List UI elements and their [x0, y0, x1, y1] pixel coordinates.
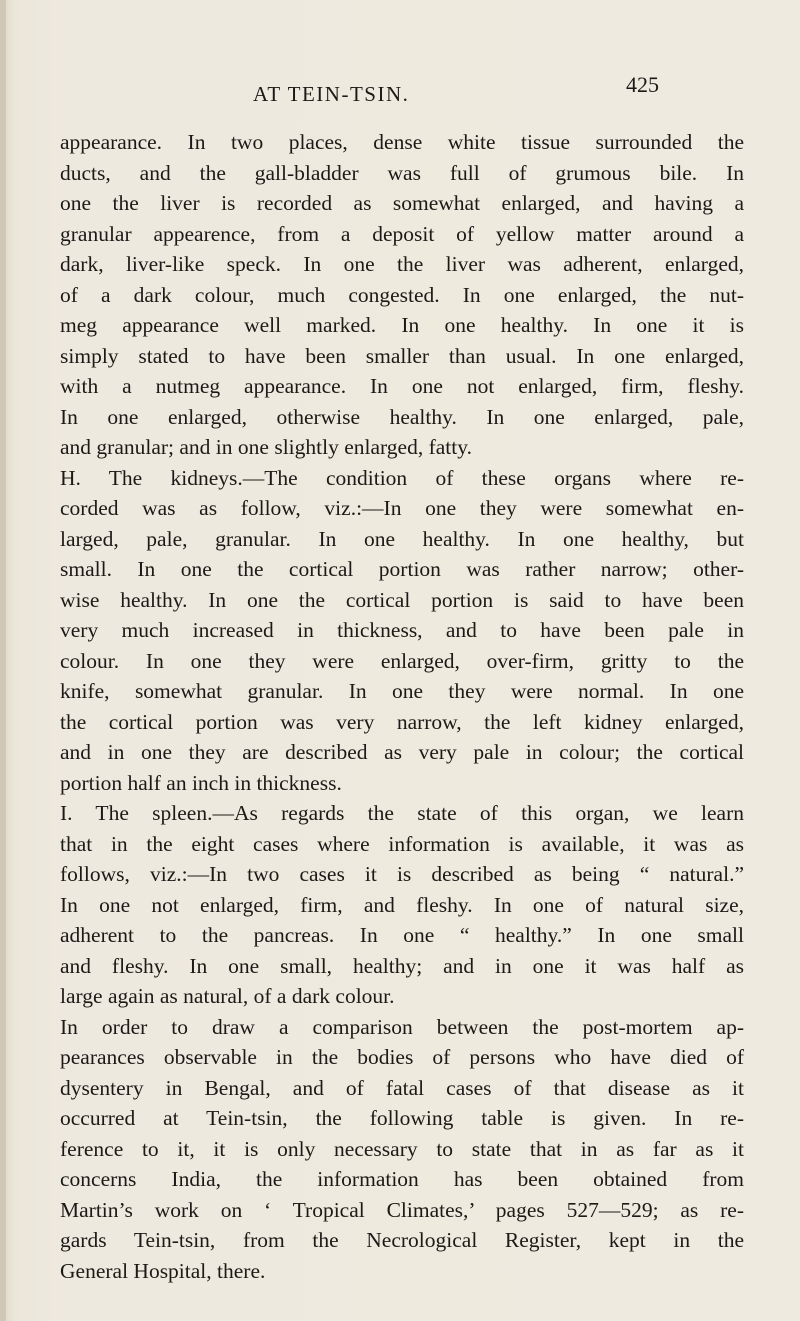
text-line: portion half an inch in thickness.	[60, 770, 342, 795]
text-line: In order to draw a comparison between the post-mortem ap-	[60, 1014, 744, 1039]
text-line: corded was as follow, viz.:—In one they were somewhat en-	[60, 496, 744, 520]
text-line: ference to it, it is only necessary to state that in as far as it	[60, 1136, 744, 1161]
text-line: pearances observable in the bodies of persons who have died of	[60, 1045, 744, 1069]
text-line: gards Tein-tsin, from the Necrological Register, kept in the	[60, 1228, 744, 1252]
text-line: wise healthy. In one the cortical portion is said to have been	[60, 587, 744, 612]
text-line: adherent to the pancreas. In one “ healthy.” In one small	[60, 923, 744, 947]
text-line: concerns India, the information has been obtained from	[60, 1167, 744, 1191]
section-heading-kidneys: H. The kidneys.—The condition of these organs where re-	[60, 465, 744, 490]
text-line: granular appearence, from a deposit of yellow matter around a	[60, 221, 744, 246]
page-number: 425	[626, 72, 659, 97]
body-text	[60, 127, 744, 1286]
page-gutter-edge	[0, 0, 6, 1321]
text-line: large again as natural, of a dark colour.	[60, 984, 395, 1008]
running-head: AT TEIN-TSIN.	[253, 82, 410, 106]
text-line: larged, pale, granular. In one healthy. In one healthy, but	[60, 526, 744, 551]
text-line: dysentery in Bengal, and of fatal cases of that disease as it	[60, 1075, 744, 1100]
text-line: Martin’s work on ‘ Tropical Climates,’ pages 527—529; as re-	[60, 1197, 744, 1222]
page-header	[253, 72, 693, 112]
text-line: simply stated to have been smaller than usual. In one enlarged,	[60, 343, 744, 368]
text-line: In one not enlarged, firm, and fleshy. In one of natural size,	[60, 892, 744, 917]
text-line: General Hospital, there.	[60, 1258, 266, 1283]
text-line: knife, somewhat granular. In one they were normal. In one	[60, 679, 744, 703]
text-line: of a dark colour, much congested. In one enlarged, the nut-	[60, 282, 744, 307]
text-line: dark, liver-like speck. In one the liver was adherent, enlarged,	[60, 252, 744, 276]
text-line: and fleshy. In one small, healthy; and in one it was half as	[60, 953, 744, 978]
text-line: ducts, and the gall-bladder was full of grumous bile. In	[60, 160, 744, 185]
text-line: occurred at Tein-tsin, the following table is given. In re-	[60, 1106, 744, 1130]
text-line: that in the eight cases where information is available, it was as	[60, 831, 744, 856]
text-line: appearance. In two places, dense white tissue surrounded the	[60, 130, 744, 154]
text-line: small. In one the cortical portion was rather narrow; other-	[60, 557, 744, 581]
text-line: In one enlarged, otherwise healthy. In one enlarged, pale,	[60, 404, 744, 429]
text-line: meg appearance well marked. In one healthy. In one it is	[60, 313, 744, 337]
text-line: with a nutmeg appearance. In one not enlarged, firm, fleshy.	[60, 374, 744, 398]
text-line: the cortical portion was very narrow, the left kidney enlarged,	[60, 709, 744, 734]
text-line: colour. In one they were enlarged, over-firm, gritty to the	[60, 648, 744, 673]
text-line: follows, viz.:—In two cases it is described as being “ natural.”	[60, 862, 744, 886]
section-heading-spleen: I. The spleen.—As regards the state of this organ, we learn	[60, 801, 744, 825]
text-line: very much increased in thickness, and to have been pale in	[60, 618, 744, 642]
text-line: and in one they are described as very pale in colour; the cortical	[60, 740, 744, 764]
text-line: and granular; and in one slightly enlarged, fatty.	[60, 435, 472, 459]
text-line: one the liver is recorded as somewhat enlarged, and having a	[60, 191, 744, 215]
